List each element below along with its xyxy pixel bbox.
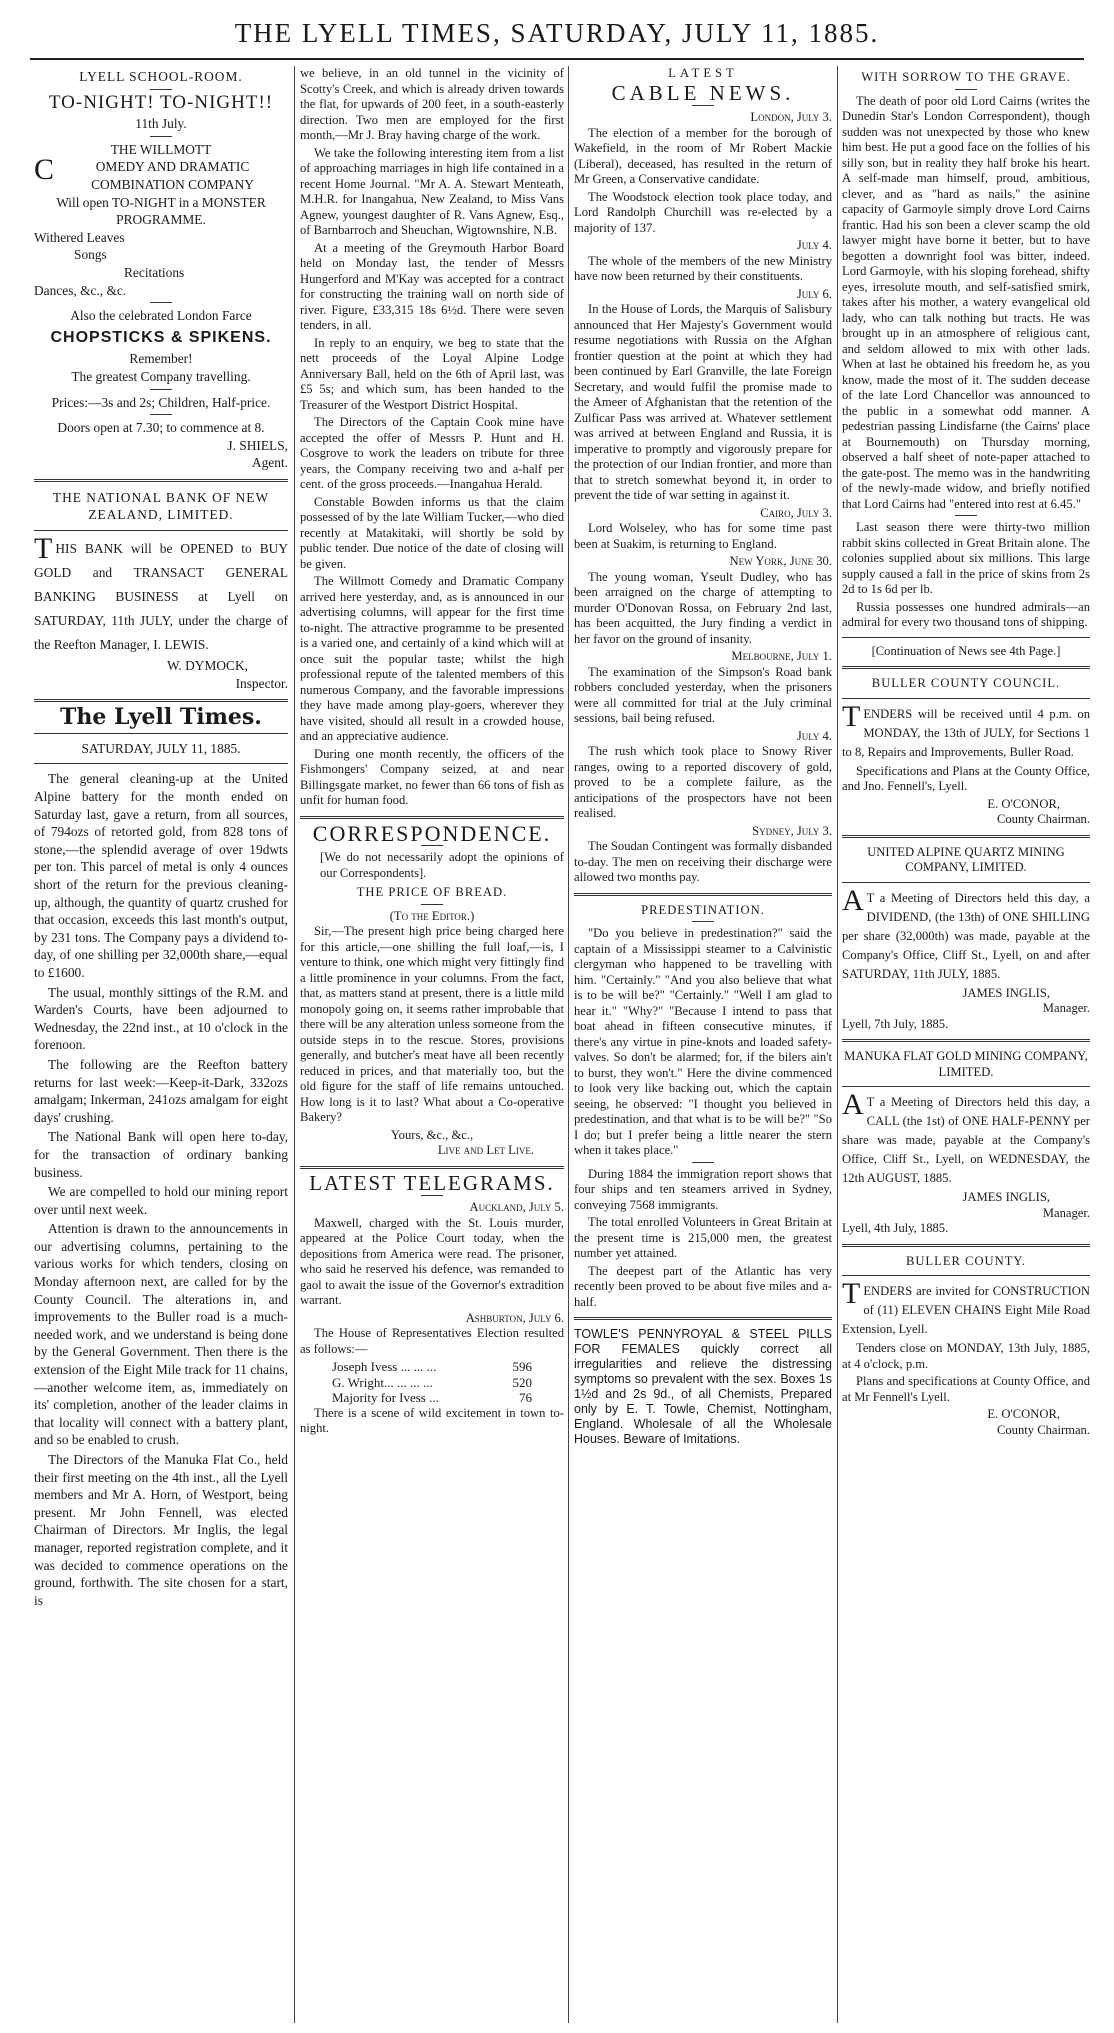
tender-notice: Plans and specifications at County Office, and at Mr Fennell's Lyell.	[842, 1374, 1090, 1404]
masthead: THE LYELL TIMES, SATURDAY, JULY 11, 1885.	[234, 18, 880, 48]
dividend-notice: AT a Meeting of Directors held this day, a DIVIDEND, (the 13th) of ONE SHILLING per share (32,000th) was made, payable at the Company's Office, Cliff St., Lyell, on and after SATURDAY, 11th JULY, 1885.	[842, 883, 1090, 981]
rule	[842, 1275, 1090, 1276]
news-paragraph: Russia possesses one hundred admirals—an admiral for every two thousand tons of shipping.	[842, 599, 1090, 629]
paper-date: SATURDAY, JULY 11, 1885.	[81, 740, 241, 756]
signature: J. SHIELS,	[227, 437, 288, 453]
news-paragraph: The following are the Reefton battery returns for last week:—Keep-it-Dark, 332ozs amalgam; Inkerman, 241ozs amalgam for eight days' crushing.	[34, 1056, 288, 1125]
divider	[150, 89, 172, 90]
rule	[300, 1166, 564, 1169]
prices: Prices:—3s and 2s; Children, Half-price.	[51, 394, 271, 410]
cable-item: Lord Wolseley, who has for some time past been at Suakim, is returning to England.	[574, 521, 832, 551]
dateline: Ashburton, July 6.	[465, 1310, 564, 1325]
rule	[842, 1244, 1090, 1247]
divider	[692, 1162, 714, 1163]
dateline: Sydney, July 3.	[752, 823, 832, 838]
news-paragraph: At a meeting of the Greymouth Harbor Board held on Monday last, the tender of Messrs Hungerford and M'Kay was accepted for a contract for constructing the training wall on north side of river. Figure, £33,315 18s 6½d. There were seven tenders, in all.	[300, 240, 564, 332]
rule	[842, 698, 1090, 699]
news-paragraph: we believe, in an old tunnel in the vicinity of Scotty's Creek, and which is already driven towards the flat, for upwards of 200 feet, in a south-easterly direction. Two men are employed for the first month,—Mr J. Bray having charge of the work.	[300, 66, 564, 142]
bank-signature: W. DYMOCK,	[167, 658, 248, 674]
call-notice: AT a Meeting of Directors held this day, a CALL (the 1st) of ONE HALF-PENNY per share was made, payable at the Company's Office, Cliff St., Lyell, on WEDNESDAY, the 12th AUGUST, 1885.	[842, 1088, 1090, 1185]
poll-row: G. Wright... ... ... ... 520	[332, 1374, 532, 1390]
rule	[842, 1039, 1090, 1042]
dateline: Cairo, July 3.	[760, 505, 832, 520]
sorrow-heading: WITH SORROW TO THE GRAVE.	[861, 70, 1071, 84]
divider	[150, 414, 172, 415]
masthead-rule	[30, 58, 1084, 60]
dateline: July 4.	[796, 728, 832, 743]
poll-row: Joseph Ivess ... ... ... 596	[332, 1359, 532, 1374]
divider	[692, 921, 714, 922]
news-paragraph: The Directors of the Manuka Flat Co., held their first meeting on the 4th inst., all the Lyell members and Mr A. Horn, of Westport, being present. Mr John Fennell, was elected Chairman of Directors. Mr Inglis, the legal manager, reported registration complete, and it was decided to commence operations on the ground, forthwith. The site chosen for a start, is	[34, 1452, 288, 1608]
rule	[574, 893, 832, 896]
ad-date: 11th July.	[135, 116, 187, 132]
signature-title: County Chairman.	[996, 812, 1090, 826]
manuka-flat-title: MANUKA FLAT GOLD MINING COMPANY, LIMITED.	[844, 1049, 1088, 1079]
programme-item: Withered Leaves	[34, 229, 125, 245]
rule	[574, 1317, 832, 1320]
column-1	[34, 66, 288, 2027]
cable-item: The Soudan Contingent was formally disbanded to-day. The men on receiving their discharge were allowed two months pay.	[574, 839, 832, 884]
rule	[34, 699, 288, 702]
letter-closing: Yours, &c., &c.,	[390, 1127, 474, 1142]
column-divider	[294, 66, 295, 2023]
rule	[34, 479, 288, 482]
continuation-note: [Continuation of News see 4th Page.]	[871, 643, 1061, 658]
signature: JAMES INGLIS,	[962, 985, 1050, 1000]
poll-row: Majority for Ivess ... 76	[332, 1390, 532, 1405]
dateline: Auckland, July 5.	[469, 1200, 564, 1214]
doors-open: Doors open at 7.30; to commence at 8.	[57, 420, 265, 436]
rule	[34, 530, 288, 531]
remember: Remember!	[129, 351, 193, 367]
rule	[34, 733, 288, 734]
signature-title: Manager.	[1042, 1001, 1090, 1015]
signature: E. O'CONOR,	[987, 796, 1060, 811]
rule	[842, 882, 1090, 883]
programme-item: Recitations	[124, 264, 185, 280]
cable-item: The whole of the members of the new Ministry have now been returned by their constituents.	[574, 253, 832, 283]
signature-title: Agent.	[251, 455, 288, 471]
disclaimer: [We do not necessarily adopt the opinions of our Correspondents].	[320, 850, 564, 880]
dateline: July 4.	[796, 238, 832, 252]
letter-signature: Live and Let Live.	[437, 1143, 534, 1157]
divider	[150, 389, 172, 390]
divider	[955, 515, 977, 516]
tonight-heading: TO-NIGHT! TO-NIGHT!!	[48, 91, 274, 113]
correspondence-heading: CORRESPONDENCE.	[312, 820, 552, 846]
dateline: Melbourne, July 1.	[731, 649, 832, 663]
notice-date: Lyell, 7th July, 1885.	[842, 1016, 949, 1031]
bank-signature-title: Inspector.	[235, 675, 288, 691]
column-4	[842, 66, 1090, 2027]
paper-nameplate: The Lyell Times.	[60, 704, 262, 731]
towle-advertisement: TOWLE'S PENNYROYAL & STEEL PILLS FOR FEMALES quickly correct all irregularities and relieve the distressing symptoms so prevalent with the sex. Boxes 1s 1½d and 2s 9d., of all Chemists, Prepared only by E. T. Towle, Chemist, Nottingham, England. Wholesale of all the Wholesale Houses. Beware of Imitations.	[574, 1327, 832, 1446]
rule	[842, 666, 1090, 669]
divider	[421, 904, 443, 905]
telegram: There is a scene of wild excitement in town to-night.	[300, 1405, 564, 1435]
to-editor: (To the Editor.)	[389, 908, 475, 923]
column-divider	[568, 66, 569, 2023]
predestination-heading: PREDESTINATION.	[641, 902, 765, 917]
dateline: London, July 3.	[750, 110, 832, 124]
news-paragraph: The National Bank will open here to-day, for the transaction of ordinary banking business.	[34, 1129, 288, 1180]
greatest-company: The greatest Company travelling.	[71, 368, 251, 384]
united-alpine-title: UNITED ALPINE QUARTZ MINING COMPANY, LIMITED.	[867, 844, 1065, 874]
news-paragraph: We take the following interesting item from a list of approaching marriages in high life contained in a recent Home Journal. "Mr A. A. Stewart Menteath, M.H.R. for Inangahua, New Zealand, to Miss Vans Agnew, youngest daughter of R. Vans Agnew, Esq., of Barnbarroch and Sheuchan, Wigtownshire, N.B.	[300, 145, 564, 237]
news-paragraph: The Directors of the Captain Cook mine have accepted the offer of Messrs P. Hunt and H. Cosgrove to work the leaders on tribute for three years, the Company receiving two and a-half per cent. of the gross proceeds.—Inangahua Herald.	[300, 415, 564, 491]
letter-body: Sir,—The present high price being charged here for this article,—one shilling the full loaf,—is, I venture to think, one which might very fittingly find a little prominence in your columns. From the fact, that, as matters stand at present, there is a little mild monopoly going on, it seems rather improbable that there will be any alteration unless someone from the outside steps in to the rescue. Stores, provisions generally, and butcher's meat have all been recently reduced in prices, and that materially too, but the old figure for the staff of life remains untouched. How long is it to last? What about a Co-operative Bakery?	[300, 924, 564, 1124]
farce-title: CHOPSTICKS & SPIKENS.	[50, 328, 272, 346]
buller-council-notice: Specifications and Plans at the County Office, and Jno. Fennell's, Lyell.	[842, 763, 1090, 793]
telegram: Maxwell, charged with the St. Louis murder, appeared at the Police Court today, when the depositions from America were read. The prisoner, who said he reserved his defence, was remanded to gaol to await the issue of the Governor's extradition warrant.	[300, 1215, 564, 1307]
tender-notice: TENDERS are invited for CONSTRUCTION of (11) ELEVEN CHAINS Eight Mile Road Extension, Lyell.	[842, 1277, 1090, 1336]
dateline: July 6.	[796, 286, 832, 301]
cable-item: The examination of the Simpson's Road bank robbers concluded yesterday, when the prisoners were all committed for trial at the July criminal sessions, bail being refused.	[574, 664, 832, 725]
buller-council-title: BULLER COUNTY COUNCIL.	[871, 676, 1061, 690]
news-paragraph: We are compelled to hold our mining report over until next week.	[34, 1184, 288, 1217]
cable-item: The Woodstock election took place today, and Lord Randolph Churchill was re-elected by a majority of 137.	[574, 189, 832, 235]
rule	[842, 1086, 1090, 1087]
news-paragraph: The usual, monthly sittings of the R.M. and Warden's Courts, have been adjourned to Wednesday, the 22nd inst., at 10 o'clock in the forenoon.	[34, 984, 288, 1053]
cable-item: The rush which took place to Snowy River ranges, owing to a reported discovery of gold, proved to be a complete failure, as the anticipations of the prospectors have not been realised.	[574, 744, 832, 820]
divider	[150, 136, 172, 137]
signature: JAMES INGLIS,	[962, 1190, 1050, 1204]
signature-title: County Chairman.	[996, 1422, 1090, 1437]
company-name: COMEDY AND DRAMATIC COMBINATION COMPANY	[34, 153, 254, 192]
news-paragraph: The Willmott Comedy and Dramatic Company arrived here yesterday, and, as is announced in our advertising columns, will appear for the first time to-night. The attractive programme to be presented is a varied one, and certainly of a kind which will at once suit the popular taste; whilst the high professional repute of the talented members of this numerous Company, and the favorable impressions they have made among play-goers, wherever they have visited, should all result in a crowded house, and an appreciative audience.	[300, 574, 564, 743]
election-results	[332, 1359, 532, 1406]
bank-notice: THIS BANK will be OPENED to BUY GOLD and TRANSACT GENERAL BANKING BUSINESS at Lyell on SATURDAY, 11th JULY, under the charge of the Reefton Manager, I. LEWIS.	[34, 532, 288, 653]
cable-item: The election of a member for the borough of Wakefield, in the room of Mr Robert Mackie (Liberal), deceased, has resulted in the return of Mr Green, a Conservative candidate.	[574, 125, 832, 186]
buller-council-notice: TENDERS will be received until 4 p.m. on MONDAY, the 13th of JULY, for Sections 1 to 8, Repairs and Improvements, Buller Road.	[842, 699, 1090, 759]
news-paragraph: During one month recently, the officers of the Fishmongers' Company seized, at and near Billingsgate market, no fewer than 66 tons of fish as unfit for human food.	[300, 746, 564, 807]
will-open: Will open TO-NIGHT in a MONSTER PROGRAMME.	[56, 194, 266, 228]
news-paragraph: Last season there were thirty-two million rabbit skins collected in Great Britain alone. The colonies supplied about six millions. This large supply caused a fall in the price of skins from 2s 2d to 1s 6d per lb.	[842, 520, 1090, 596]
rule	[300, 816, 564, 819]
rule	[842, 835, 1090, 838]
tender-notice: Tenders close on MONDAY, 13th July, 1885, at 4 o'clock, p.m.	[842, 1341, 1090, 1371]
notice-date: Lyell, 4th July, 1885.	[842, 1221, 949, 1235]
cable-news-heading: CABLE NEWS.	[611, 80, 795, 105]
column-3	[574, 66, 832, 2027]
programme-item: Dances, &c., &c.	[34, 282, 127, 298]
news-paragraph: Constable Bowden informs us that the claim possessed of by the late William Tucker,—who died recently at Matakitaki, will shortly be sold by public tender. Due notice of the date of closing will be given.	[300, 494, 564, 571]
news-paragraph: During 1884 the immigration report shows that four ships and ten steamers arrived in Sydney, conveying 7568 immigrants.	[574, 1166, 832, 1212]
school-room-title: LYELL SCHOOL-ROOM.	[79, 69, 243, 84]
divider	[955, 89, 977, 90]
cable-item: In the House of Lords, the Marquis of Salisbury announced that Her Majesty's Government would resume negotiations with Russia on the Afghan frontier question at the point at which they had been continued by Earl Granville, the late Foreign Secretary, and would fulfil the promise made to the Ameer of Afghanistan that the retention of the Zulficar Pass was arrived at. Whatever settlement was arrived at between England and Russia, it is imperative to promptly and vigorously prepare for the protection of our Indian frontier, and more than that to stretch somewhat beyond it, in order to prevent the tide of war setting in against it.	[574, 302, 832, 502]
letter-title: THE PRICE OF BREAD.	[356, 885, 508, 899]
dateline: New York, June 30.	[729, 554, 832, 568]
rule	[842, 637, 1090, 638]
programme-item: Songs	[74, 247, 107, 263]
column-2	[300, 66, 564, 2027]
buller-county-title: BULLER COUNTY.	[905, 1253, 1027, 1268]
news-paragraph: The general cleaning-up at the United Alpine battery for the month ended on Saturday last, gave a return, from all sources, of 794ozs of retorted gold, from 828 tons of stone,—the splendid average of over 19dwts per ton. This parcel of metal is only 4 ounces short of the return for the previous cleaning-up, although, the quantity of quartz crushed for that occasion, exceeds this last month's output, by 231 tons. The Company pays a dividend to-day, of one shilling per 32,000th share,—equal to £1600.	[34, 771, 288, 980]
divider	[150, 302, 172, 303]
news-paragraph: The death of poor old Lord Cairns (writes the Dunedin Star's London Correspondent), though sudden was not unexpected by those who knew him best. He put a good face on the follies of his silly son, but in reality they half broke his heart. A self-made man himself, proud, ambitious, clever, and as "hard as nails," the asinine capacity of Garmoyle simply drove Lord Cairns frantic. Had his son been a clever scamp the old lawyer might have borne it better, but to have begotten a downright fool was bitter, indeed. Lord Garmoyle, with his sloping forehead, shifty eyes, irresolute mouth, and self-satisfied smirk, takes after his mother, a watery evangelical old lady, who can talk nothing but tracts. He was brought up in an atmosphere of religious cant, and seldom allowed to mix with other lads. When at last he obtained his freedom he, as you know, made the most of it. The sudden decease of the late Lord Chancellor was announced to the public in a somewhat odd manner. A pedestrian passing Lindisfarne (the Cairns' place at Bournemouth) on Thursday morning, observed a half sheet of note-paper attached to the gate-post. The memo was in the handwriting of the newly-made widow, and briefly notified that Lord Cairns had "entered into rest at 6.45."	[842, 93, 1090, 511]
news-paragraph: The total enrolled Volunteers in Great Britain at the present time is 215,000 men, the greatest number yet attained.	[574, 1215, 832, 1260]
anecdote: "Do you believe in predestination?" said the captain of a Mississippi steamer to a Calvinistic clergyman who happened to be travelling with him. "Certainly." "And you also believe that what is to be will be?" "Certainly." "Well I am glad to hear it." "Why?" "Because I intend to pass that boat ahead in fifteen consecutive minutes, if there's any virtue in pine-knots and loaded safety-valves. So don't be alarmed; for, if the bilers ain't to burst, they won't." Here the divine commenced to look very like backing out, which the captain seeing, he observed: "I thought you believed in predestination, and that what is to be will be?" "So I do; but I prefer being a little nearer the stern when it takes place."	[574, 926, 832, 1157]
telegrams-heading: LATEST TELEGRAMS.	[309, 1170, 555, 1195]
divider	[692, 105, 714, 106]
willmott-label: THE WILLMOTT	[110, 141, 212, 157]
column-divider	[837, 66, 838, 2023]
news-paragraph: The deepest part of the Atlantic has very recently been proved to be about five miles and a-half.	[574, 1263, 832, 1309]
also-label: Also the celebrated London Farce	[70, 308, 252, 324]
telegram: The House of Representatives Election resulted as follows:—	[300, 1326, 564, 1356]
news-paragraph: In reply to an enquiry, we beg to state that the nett proceeds of the Loyal Alpine Lodge Anniversary Ball, held on the 6th of April last, was £5 5s; and which sum, has been handed to the Treasurer of the Westport District Hospital.	[300, 335, 564, 412]
news-paragraph: Attention is drawn to the announcements in our advertising columns, pertaining to the various works for which tenders, closing on Monday afternoon next, are called for by the County Council. The alterations in, and improvements to the Buller road is a much-needed work, and we understand is being done by the General Government. Then there is the extension of the Eight Mile track for 11 chains,—another welcome item, as, immediately on its' completion, another of the leader claims in that locality will connect with a battery plant, and so be enabled to crush.	[34, 1221, 288, 1448]
cable-item: The young woman, Yseult Dudley, who has been arraigned on the charge of attempting to murder O'Donovan Rossa, on February 2nd last, has been acquitted, the Jury finding a verdict in her favor on the ground of insanity.	[574, 569, 832, 646]
latest-label: LATEST	[668, 66, 738, 80]
bank-title: THE NATIONAL BANK OF NEW ZEALAND, LIMITED.	[52, 489, 270, 523]
signature-title: Manager.	[1042, 1205, 1090, 1220]
rule	[34, 763, 288, 764]
signature: E. O'CONOR,	[987, 1407, 1060, 1421]
divider	[421, 1195, 443, 1196]
